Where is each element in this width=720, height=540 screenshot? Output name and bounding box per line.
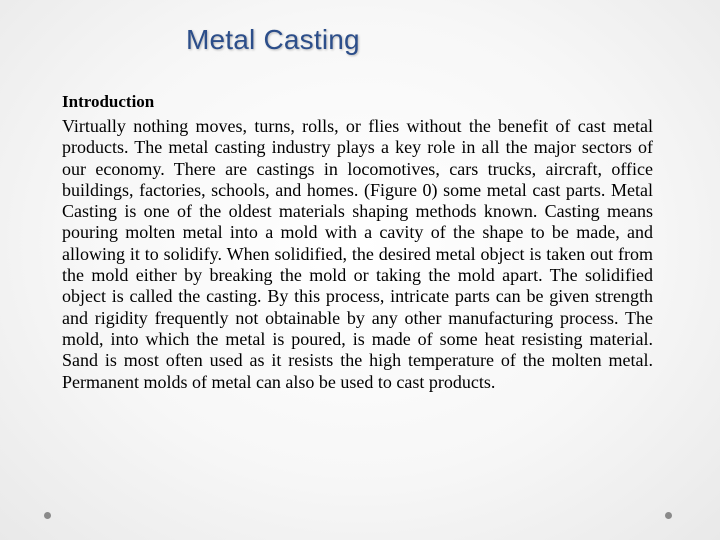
decorative-dot-left (44, 512, 51, 519)
slide-content (62, 92, 653, 393)
section-heading: Introduction (62, 92, 155, 111)
body-paragraph: Virtually nothing moves, turns, rolls, or flies without the benefit of cast metal products. The metal casting industry plays a key role in all the major sectors of our economy. There are castings in locomotives, cars trucks, aircraft, office buildings, factories, schools, and homes. (Figure 0) some metal cast parts. Metal Casting is one of the oldest materials shaping methods known. Casting means pouring molten metal into a mold with a cavity of the shape to be made, and allowing it to solidify. When solidified, the desired metal object is taken out from the mold either by breaking the mold or taking the mold apart. The solidified object is called the casting. By this process, intricate parts can be given strength and rigidity frequently not obtainable by any other manufacturing process. The mold, into which the metal is poured, is made of some heat resisting material. Sand is most often used as it resists the high temperature of the molten metal. Permanent molds of metal can also be used to cast products. (62, 116, 653, 392)
slide-title: Metal Casting (186, 24, 360, 55)
decorative-dot-right (665, 512, 672, 519)
